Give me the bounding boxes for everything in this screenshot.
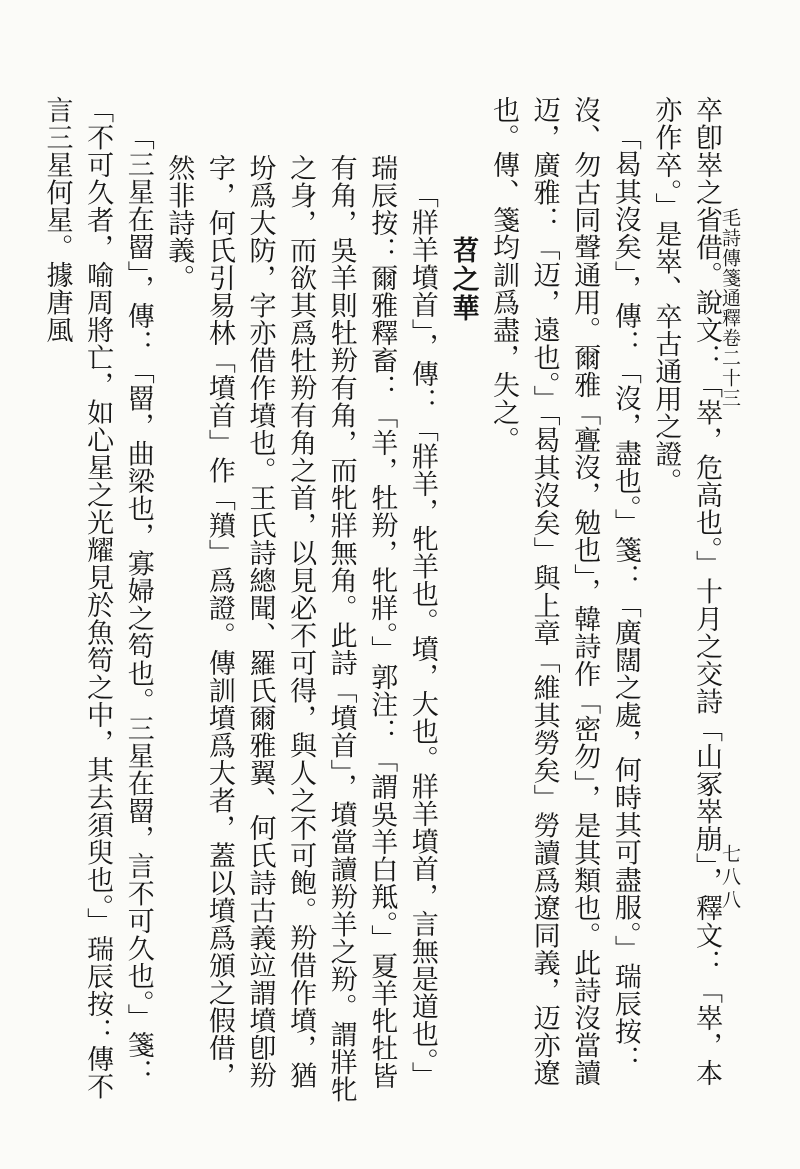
paragraph-3: 「牂羊墳首」，傳：「牂羊，牝羊也。墳，大也。牂羊墳首，言無是道也。」瑞辰按：爾雅釋畜：「羊，牡羒，牝牂。」郭注：「謂吳羊白羝。」夏羊牝牡皆有角，吳羊則牡羒有角，而牝牂無角。此詩「墳首」，墳當讀羒羊之羒。謂牂牝之身，而欲其爲牡羒有角之首，以見必不可得，與人之不可飽。羒借作墳，猶坋爲大防，字亦借作墳也。王氏詩總聞、羅氏爾雅翼、何氏詩古義竝謂墳卽羒字，何氏引易林「墳首」作「羵」爲證。傳訓墳爲大者，蓋以墳爲頒之假借，然非詩義。	[163, 154, 438, 1103]
section-title: 苕之華	[447, 236, 479, 323]
paragraph-1: 卒卽崒之省借。說文：「崒，危高也。」十月之交詩「山冢崒崩」，釋文：「崒，本亦作卒。」是崒、卒古通用之證。	[650, 96, 722, 1087]
page-number: 七八八	[719, 844, 741, 913]
body-text	[41, 96, 726, 1106]
paragraph-2: 「曷其沒矣」，傳：「沒，盡也。」箋：「廣闊之處，何時其可盡服。」瑞辰按：沒、勿古同聲通用。爾雅「亹沒，勉也」，韓詩作「密勿」，是其類也。此詩沒當讀迈，廣雅：「迈，遠也。」「曷其沒矣」與上章「維其勞矣」勞讀爲遼同義，迈亦遼也。傳、箋均訓爲盡，失之。	[488, 96, 641, 1087]
paragraph-4: 「三星在罶」，傳：「罶，曲梁也，寡婦之笱也。三星在罶，言不可久也。」箋：「不可久者，喻周將亡，如心星之光耀見於魚笱之中，其去須臾也。」瑞辰按：傳不言三星何星。據唐風	[41, 96, 154, 1100]
running-head: 毛詩傳箋通釋卷二十三	[719, 208, 741, 408]
